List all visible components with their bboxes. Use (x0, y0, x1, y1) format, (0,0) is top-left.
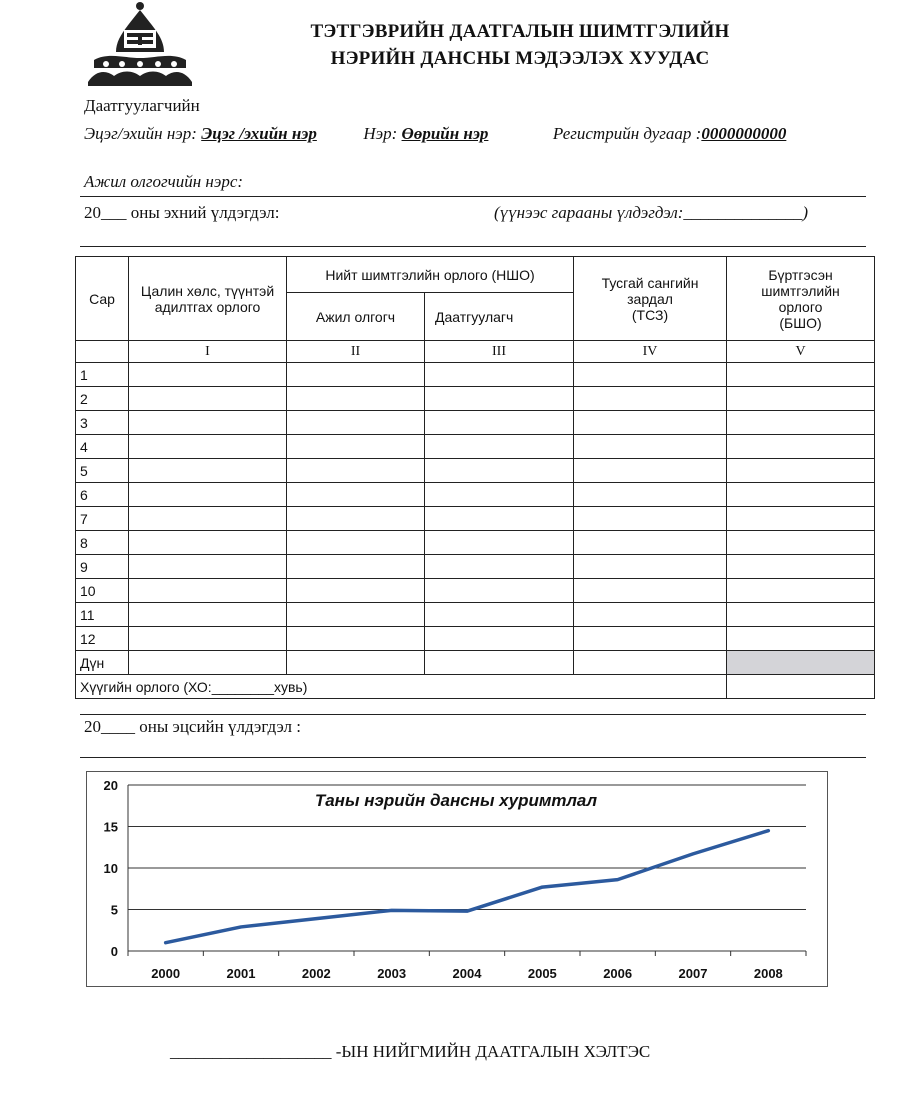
table-cell (727, 387, 875, 411)
table-cell (287, 435, 425, 459)
table-cell (727, 483, 875, 507)
y-tick-label: 10 (103, 861, 118, 876)
table-cell (287, 627, 425, 651)
header-salary: Цалин хөлс, түүнтэй адилтгах орлого (129, 257, 287, 341)
register-label: Регистрийн дугаар : (552, 124, 702, 143)
table-cell (287, 411, 425, 435)
page-title (290, 18, 750, 72)
prev-balance-label: (үүнээс гарааны үлдэгдэл:______________) (494, 203, 809, 222)
table-cell (425, 531, 574, 555)
table-cell (727, 459, 875, 483)
roman-blank (76, 341, 129, 363)
table-row (76, 363, 875, 387)
table-cell (287, 603, 425, 627)
x-tick-label: 2003 (377, 966, 407, 981)
table-cell (727, 363, 875, 387)
surname-value: Эцэг /эхийн нэр (201, 124, 317, 143)
table-cell (129, 459, 287, 483)
x-tick-label: 2008 (753, 966, 783, 981)
chart-title: Таны нэрийн дансны хуримтлал (314, 791, 598, 810)
table-cell (425, 507, 574, 531)
table-row (76, 435, 875, 459)
month-number: 4 (76, 435, 129, 459)
header-insured: Даатгуулагч (425, 293, 574, 341)
table-cell (129, 435, 287, 459)
end-balance-label: 20____ оны эцсийн үлдэгдэл : (84, 717, 301, 736)
table-cell (425, 459, 574, 483)
name-value: Өөрийн нэр (401, 124, 489, 143)
start-balance-line (80, 246, 866, 247)
month-number: 7 (76, 507, 129, 531)
x-tick-label: 2002 (301, 966, 331, 981)
roman-1: I (129, 341, 287, 363)
table-cell (574, 363, 727, 387)
y-tick-label: 15 (103, 819, 118, 835)
table-cell (425, 483, 574, 507)
table-cell (129, 483, 287, 507)
table-row (76, 555, 875, 579)
table-cell (287, 507, 425, 531)
table-cell (574, 603, 727, 627)
table-row (76, 603, 875, 627)
table-cell (574, 459, 727, 483)
month-number: 9 (76, 555, 129, 579)
table-cell (129, 579, 287, 603)
table-cell (574, 507, 727, 531)
table-cell (727, 507, 875, 531)
month-number: 12 (76, 627, 129, 651)
footer-department: ___________________ -ЫН НИЙГМИЙН ДААТГАЛЫН ХЭЛТЭС (170, 1042, 651, 1061)
end-balance-line (80, 757, 866, 758)
table-cell (287, 363, 425, 387)
header-tsz-line3: (ТСЗ) (631, 306, 669, 323)
header-tsz-line2: зардал (627, 290, 673, 307)
header-employer: Ажил олгогч (287, 293, 425, 341)
register-value: 0000000000 (701, 124, 787, 143)
table-cell (287, 531, 425, 555)
month-number: 6 (76, 483, 129, 507)
insured-info-row (84, 124, 874, 144)
total-cell (129, 651, 287, 675)
table-cell (425, 411, 574, 435)
roman-3: III (425, 341, 574, 363)
contribution-table (75, 256, 875, 699)
total-label: Дүн (76, 651, 129, 675)
table-cell (425, 363, 574, 387)
surname-label: Эцэг/эхийн нэр: (84, 124, 197, 143)
table-cell (287, 555, 425, 579)
table-cell (129, 603, 287, 627)
roman-2: II (287, 341, 425, 363)
y-tick-label: 5 (110, 902, 118, 918)
title-line-2: НЭРИЙН ДАНСНЫ МЭДЭЭЛЭХ ХУУДАС (330, 48, 710, 69)
month-number: 3 (76, 411, 129, 435)
table-cell (129, 507, 287, 531)
x-tick-label: 2006 (603, 966, 633, 981)
table-row (76, 483, 875, 507)
table-cell (574, 435, 727, 459)
y-tick-label: 0 (110, 944, 118, 959)
table-cell (727, 411, 875, 435)
table-cell (574, 411, 727, 435)
total-cell (425, 651, 574, 675)
table-cell (129, 555, 287, 579)
header-nsho: Нийт шимтгэлийн орлого (НШО) (287, 257, 574, 293)
table-cell (574, 555, 727, 579)
month-number: 5 (76, 459, 129, 483)
table-cell (287, 483, 425, 507)
start-balance-label: 20___ оны эхний үлдэгдэл: (84, 203, 280, 222)
name-label: Нэр: (363, 124, 398, 143)
roman-4: IV (574, 341, 727, 363)
header-tsz-line1: Тусгай сангийн (601, 274, 699, 291)
x-tick-label: 2004 (452, 966, 482, 981)
table-cell (425, 579, 574, 603)
header-bsho-line4: (БШО) (779, 314, 822, 331)
table-cell (129, 363, 287, 387)
roman-5: V (727, 341, 875, 363)
table-cell (287, 579, 425, 603)
table-cell (574, 483, 727, 507)
table-cell (574, 627, 727, 651)
title-line-1: ТЭТГЭВРИЙН ДААТГАЛЫН ШИМТГЭЛИЙН (310, 21, 730, 42)
table-cell (425, 435, 574, 459)
end-balance-top-line (80, 714, 866, 715)
table-cell (574, 579, 727, 603)
table-cell (727, 555, 875, 579)
table-cell (425, 555, 574, 579)
emblem-logo-icon (86, 0, 196, 90)
table-cell (129, 627, 287, 651)
header-tsz (574, 257, 727, 341)
table-row (76, 531, 875, 555)
table-cell (727, 435, 875, 459)
table-cell (425, 627, 574, 651)
table-row (76, 411, 875, 435)
x-tick-label: 2007 (678, 966, 708, 981)
table-cell (727, 627, 875, 651)
total-cell (574, 651, 727, 675)
x-tick-label: 2001 (226, 966, 256, 981)
month-number: 1 (76, 363, 129, 387)
header-bsho-line2: шимтгэлийн (761, 282, 840, 299)
total-cell-shaded (727, 651, 875, 675)
table-cell (727, 603, 875, 627)
employer-line (80, 196, 866, 197)
table-row (76, 627, 875, 651)
month-number: 8 (76, 531, 129, 555)
table-cell (287, 387, 425, 411)
total-cell (287, 651, 425, 675)
month-number: 11 (76, 603, 129, 627)
accumulation-chart (86, 771, 828, 987)
header-bsho-line1: Бүртгэсэн (768, 266, 833, 283)
table-cell (425, 387, 574, 411)
table-cell (129, 411, 287, 435)
y-tick-label: 20 (103, 778, 118, 793)
table-cell (727, 579, 875, 603)
x-tick-label: 2005 (527, 966, 557, 981)
table-row (76, 459, 875, 483)
table-cell (129, 387, 287, 411)
x-tick-label: 2000 (151, 966, 181, 981)
employer-label: Ажил олгогчийн нэрс: (84, 172, 244, 191)
table-row (76, 579, 875, 603)
table-cell (287, 459, 425, 483)
table-cell (574, 387, 727, 411)
month-number: 2 (76, 387, 129, 411)
interest-label: Хүүгийн орлого (ХО:________хувь) (76, 675, 727, 699)
header-month: Сар (76, 257, 129, 341)
table-cell (727, 531, 875, 555)
month-number: 10 (76, 579, 129, 603)
table-row (76, 387, 875, 411)
interest-cell (727, 675, 875, 699)
header-bsho (727, 257, 875, 341)
insured-label: Даатгуулагчийн (84, 96, 200, 115)
table-cell (425, 603, 574, 627)
header-bsho-line3: орлого (778, 298, 823, 315)
table-cell (129, 531, 287, 555)
table-cell (574, 531, 727, 555)
table-row (76, 507, 875, 531)
